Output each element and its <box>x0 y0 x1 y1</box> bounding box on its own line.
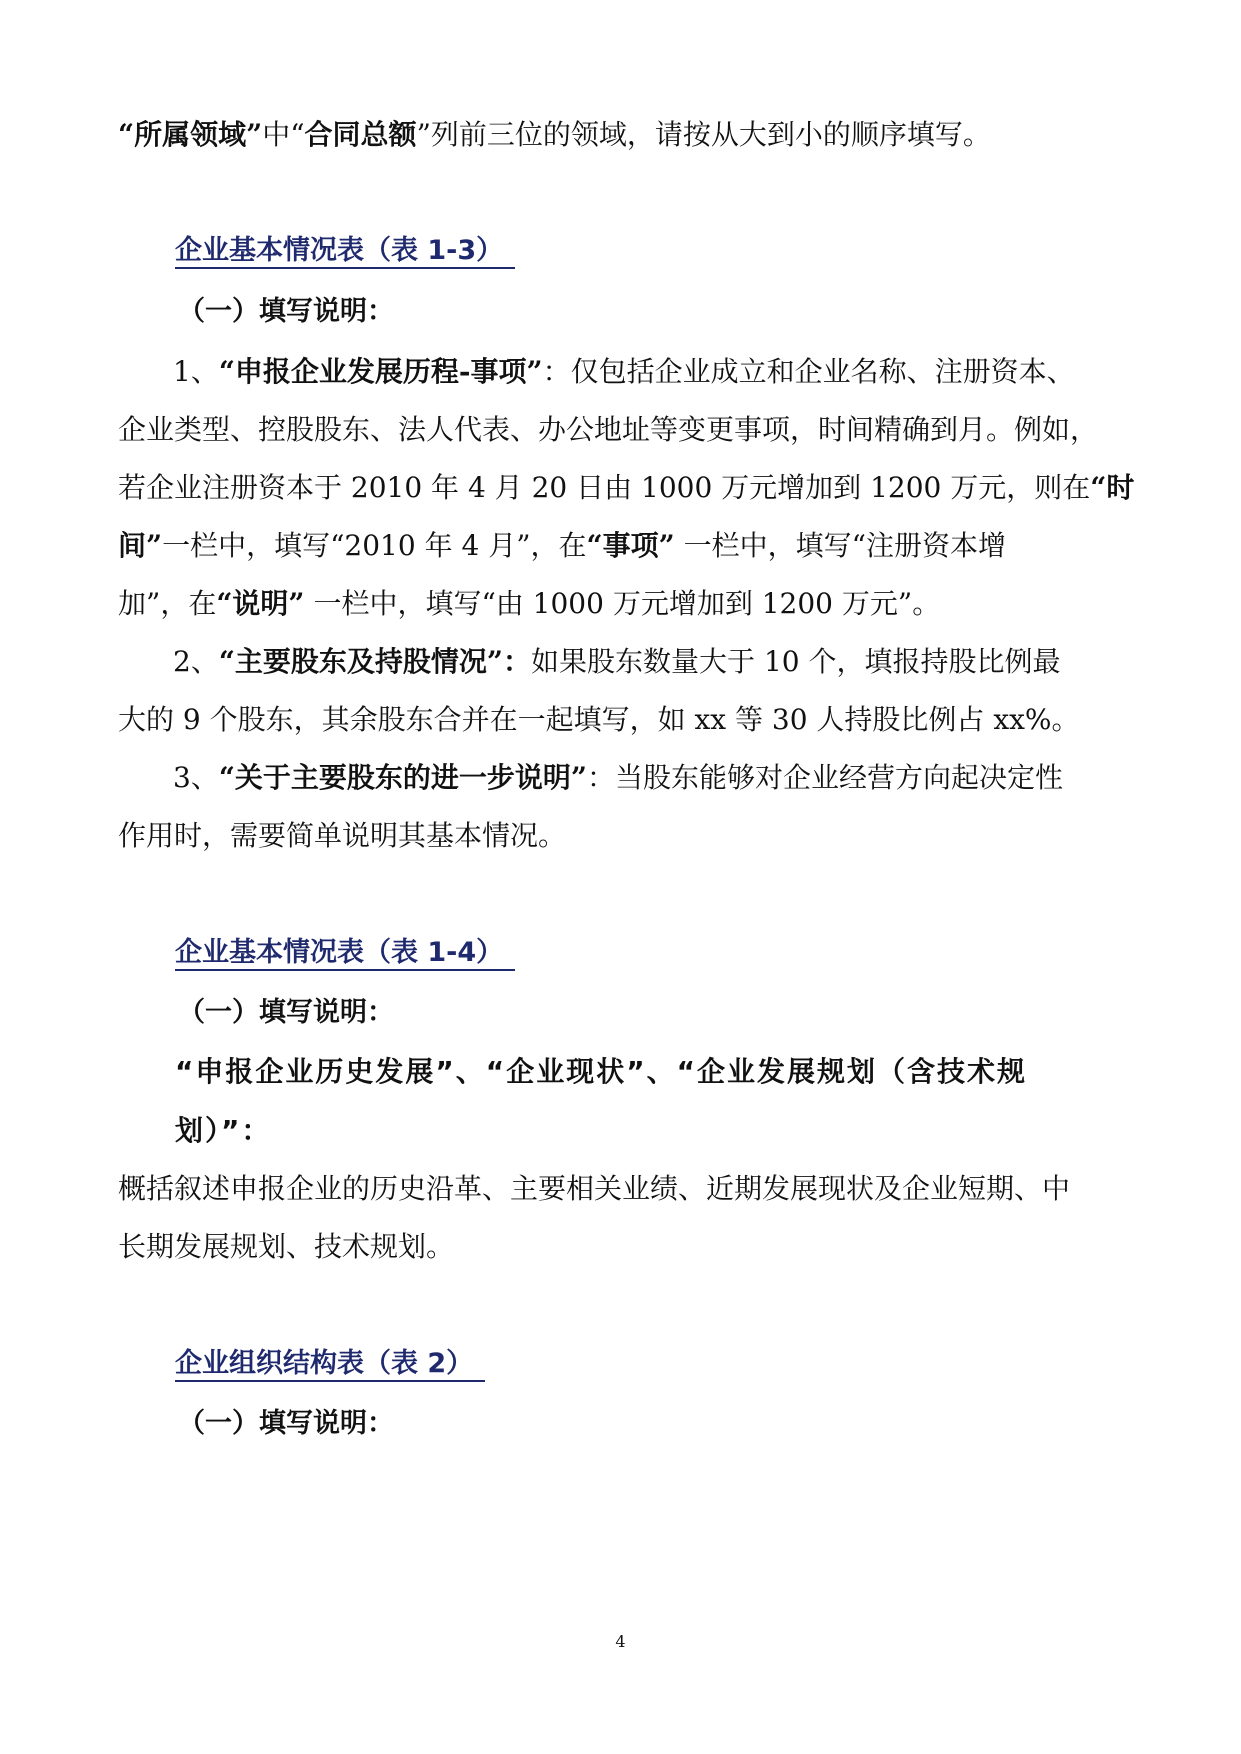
section-2-text-line-1: 概括叙述申报企业的历史沿革、主要相关业绩、近期发展现状及企业短期、中 <box>118 1172 1071 1205</box>
item-2-line-2: 大的 9 个股东，其余股东合并在一起填写，如 xx 等 30 人持股比例占 xx%。 <box>118 703 1080 736</box>
section-2-text-line-2: 长期发展规划、技术规划。 <box>118 1230 455 1263</box>
item-3-line-2: 作用时，需要简单说明其基本情况。 <box>118 819 567 852</box>
item-1-line-3 <box>118 468 1134 508</box>
item-text: 一栏中，填写“注册资本增 <box>674 529 1006 562</box>
section-heading-text: 企业组织结构表（表 2） <box>175 1348 474 1379</box>
item-text: ：当股东能够对企业经营方向起决定性 <box>587 761 1064 794</box>
intro-text-1: 中“ <box>262 118 305 151</box>
item-1-line-4 <box>118 526 1006 566</box>
fill-instructions-heading: （一）填写说明： <box>178 997 394 1028</box>
section-heading-2 <box>175 1344 473 1384</box>
item-title: “申报企业发展历程-事项” <box>218 355 543 388</box>
section-heading-text: 企业基本情况表（表 1-3） <box>175 235 504 266</box>
item-text: 一栏中，填写“由 1000 万元增加到 1200 万元”。 <box>304 587 941 620</box>
intro-bold-amount: 合同总额 <box>304 118 417 151</box>
item-bold-text: “说明” <box>216 587 305 620</box>
item-2-line-1 <box>173 642 1060 682</box>
item-number: 3、 <box>173 761 219 794</box>
section-2-bold-line-1: “申报企业历史发展”、“企业现状”、“企业发展规划（含技术规 <box>175 1055 1028 1088</box>
heading-underline <box>175 1380 485 1382</box>
item-text: ：仅包括企业成立和企业名称、注册资本、 <box>542 355 1075 388</box>
intro-text-2: ”列前三位的领域，请按从大到小的顺序填写。 <box>416 118 991 151</box>
intro-bold-field: “所属领域” <box>118 118 263 151</box>
section-heading-1-3 <box>175 231 503 271</box>
heading-underline <box>175 267 515 269</box>
item-text: 若企业注册资本于 2010 年 4 月 20 日由 1000 万元增加到 1200 万元，则在 <box>118 471 1091 504</box>
item-text: 如果股东数量大于 10 个，填报持股比例最 <box>531 645 1061 678</box>
section-2-bold-line-2: 划）”： <box>175 1114 272 1147</box>
item-bold-text: “时 <box>1090 471 1135 504</box>
fill-instructions-heading: （一）填写说明： <box>178 1408 394 1439</box>
item-text: 加”，在 <box>118 587 217 620</box>
heading-underline <box>175 969 515 971</box>
item-1-line-2: 企业类型、控股股东、法人代表、办公地址等变更事项，时间精确到月。例如， <box>118 413 1099 446</box>
intro-line <box>118 115 991 155</box>
item-number: 1、 <box>173 355 219 388</box>
item-text: 一栏中，填写“2010 年 4 月”，在 <box>162 529 587 562</box>
item-title: “主要股东及持股情况”： <box>218 645 532 678</box>
section-heading-text: 企业基本情况表（表 1-4） <box>175 937 504 968</box>
page-number: 4 <box>615 1632 626 1651</box>
item-bold-text: “事项” <box>586 529 675 562</box>
item-number: 2、 <box>173 645 219 678</box>
item-1-line-5 <box>118 584 940 624</box>
item-bold-text: 间” <box>118 529 163 562</box>
section-heading-1-4 <box>175 933 503 973</box>
item-3-line-1 <box>173 758 1063 798</box>
fill-instructions-heading: （一）填写说明： <box>178 296 394 327</box>
item-1-line-1 <box>173 352 1075 392</box>
item-title: “关于主要股东的进一步说明” <box>218 761 588 794</box>
